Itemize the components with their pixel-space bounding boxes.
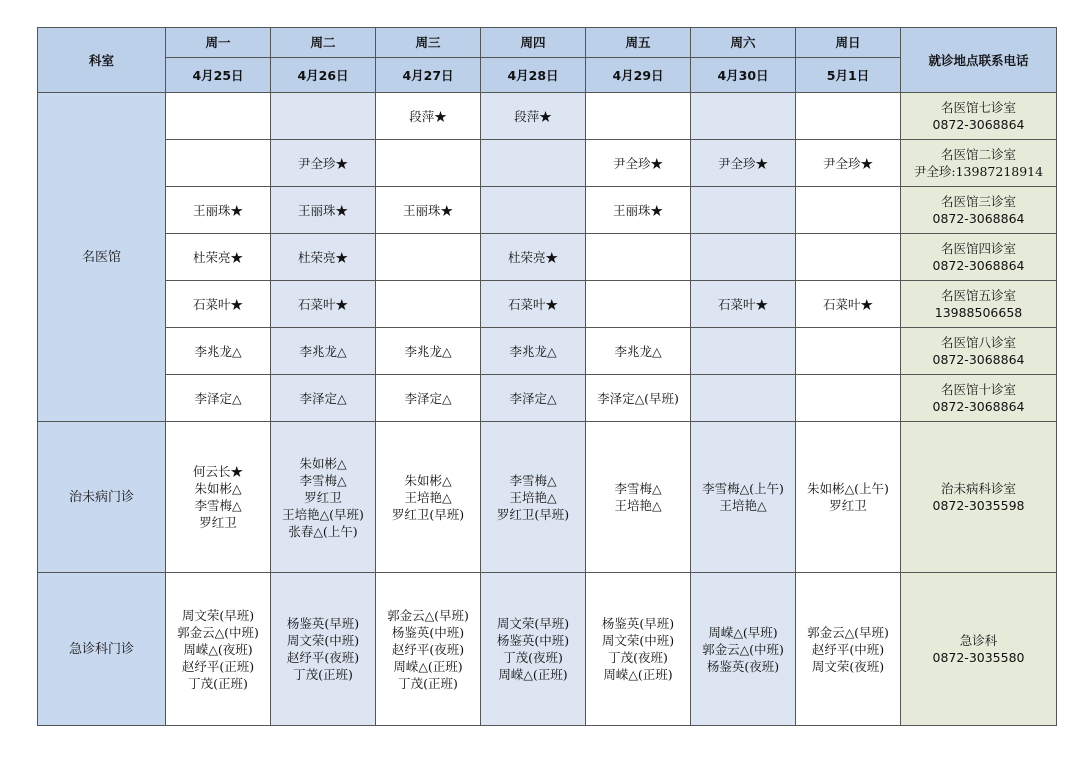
date-header: 4月28日 bbox=[481, 58, 586, 93]
schedule-cell: 石菜叶★ bbox=[271, 281, 376, 328]
dept-name: 急诊科门诊 bbox=[38, 573, 166, 726]
location-cell bbox=[901, 375, 1057, 422]
dept-name: 名医馆 bbox=[38, 93, 166, 422]
schedule-cell: 石菜叶★ bbox=[796, 281, 901, 328]
dept-name: 治未病门诊 bbox=[38, 422, 166, 573]
table-row bbox=[38, 281, 1057, 328]
schedule-cell: 石菜叶★ bbox=[481, 281, 586, 328]
location-phone: 尹全珍:13987218914 bbox=[913, 164, 1044, 179]
table-row bbox=[38, 187, 1057, 234]
table-row bbox=[38, 375, 1057, 422]
location-phone: 0872-3068864 bbox=[932, 117, 1025, 132]
location-name: 名医馆四诊室 bbox=[940, 241, 1016, 256]
schedule-cell: 杜荣亮★ bbox=[271, 234, 376, 281]
schedule-cell: 李泽定△ bbox=[376, 375, 481, 422]
schedule-cell bbox=[586, 93, 691, 140]
location-header: 就诊地点联系电话 bbox=[901, 28, 1057, 93]
schedule-cell: 李泽定△ bbox=[271, 375, 376, 422]
duty-schedule-table bbox=[37, 27, 1057, 726]
location-phone: 0872-3068864 bbox=[932, 352, 1025, 367]
schedule-cell bbox=[796, 234, 901, 281]
schedule-cell bbox=[376, 140, 481, 187]
date-header: 4月27日 bbox=[376, 58, 481, 93]
schedule-cell: 李泽定△ bbox=[166, 375, 271, 422]
location-phone: 0872-3068864 bbox=[932, 211, 1025, 226]
weekday-header: 周一 bbox=[166, 28, 271, 58]
table-row bbox=[38, 93, 1057, 140]
location-cell bbox=[901, 573, 1057, 726]
schedule-cell bbox=[691, 187, 796, 234]
schedule-cell bbox=[271, 93, 376, 140]
schedule-cell: 李兆龙△ bbox=[586, 328, 691, 375]
schedule-cell bbox=[691, 234, 796, 281]
schedule-cell: 周文荣(早班) 郭金云△(中班) 周嵘△(夜班) 赵纾平(正班) 丁茂(正班) bbox=[166, 573, 271, 726]
location-cell bbox=[901, 234, 1057, 281]
schedule-cell: 李泽定△ bbox=[481, 375, 586, 422]
weekday-header: 周日 bbox=[796, 28, 901, 58]
schedule-cell: 李雪梅△(上午) 王培艳△ bbox=[691, 422, 796, 573]
schedule-cell bbox=[691, 375, 796, 422]
schedule-cell: 李兆龙△ bbox=[166, 328, 271, 375]
schedule-cell: 李雪梅△ 王培艳△ 罗红卫(早班) bbox=[481, 422, 586, 573]
location-phone: 0872-3035580 bbox=[932, 650, 1025, 665]
schedule-cell: 李雪梅△ 王培艳△ bbox=[586, 422, 691, 573]
schedule-cell: 王丽珠★ bbox=[376, 187, 481, 234]
schedule-cell bbox=[376, 234, 481, 281]
location-name: 名医馆十诊室 bbox=[940, 382, 1016, 397]
schedule-cell: 李兆龙△ bbox=[481, 328, 586, 375]
schedule-cell bbox=[586, 234, 691, 281]
location-phone: 13988506658 bbox=[934, 305, 1023, 320]
schedule-cell: 王丽珠★ bbox=[586, 187, 691, 234]
location-cell bbox=[901, 93, 1057, 140]
location-name: 名医馆七诊室 bbox=[940, 100, 1016, 115]
schedule-cell: 王丽珠★ bbox=[166, 187, 271, 234]
schedule-cell bbox=[691, 93, 796, 140]
schedule-cell: 石菜叶★ bbox=[691, 281, 796, 328]
location-name: 名医馆八诊室 bbox=[940, 335, 1016, 350]
date-header: 4月26日 bbox=[271, 58, 376, 93]
schedule-cell bbox=[376, 281, 481, 328]
table-row bbox=[38, 573, 1057, 726]
location-name: 名医馆二诊室 bbox=[940, 147, 1016, 162]
weekday-header: 周五 bbox=[586, 28, 691, 58]
schedule-cell: 尹全珍★ bbox=[586, 140, 691, 187]
date-header: 4月30日 bbox=[691, 58, 796, 93]
schedule-cell: 李兆龙△ bbox=[376, 328, 481, 375]
schedule-cell: 朱如彬△ 王培艳△ 罗红卫(早班) bbox=[376, 422, 481, 573]
location-cell bbox=[901, 187, 1057, 234]
location-phone: 0872-3068864 bbox=[932, 258, 1025, 273]
date-header: 4月25日 bbox=[166, 58, 271, 93]
location-name: 治未病科诊室 bbox=[940, 481, 1016, 496]
schedule-cell: 尹全珍★ bbox=[691, 140, 796, 187]
dept-header: 科室 bbox=[38, 28, 166, 93]
schedule-cell: 石菜叶★ bbox=[166, 281, 271, 328]
schedule-cell: 尹全珍★ bbox=[796, 140, 901, 187]
weekday-header: 周四 bbox=[481, 28, 586, 58]
table-row bbox=[38, 234, 1057, 281]
weekday-header: 周六 bbox=[691, 28, 796, 58]
schedule-cell: 郭金云△(早班) 杨鉴英(中班) 赵纾平(夜班) 周嵘△(正班) 丁茂(正班) bbox=[376, 573, 481, 726]
location-cell bbox=[901, 422, 1057, 573]
location-name: 名医馆三诊室 bbox=[940, 194, 1016, 209]
table-row bbox=[38, 422, 1057, 573]
weekday-header: 周二 bbox=[271, 28, 376, 58]
location-cell bbox=[901, 281, 1057, 328]
location-name: 急诊科 bbox=[959, 633, 998, 648]
schedule-cell bbox=[796, 93, 901, 140]
schedule-cell: 李泽定△(早班) bbox=[586, 375, 691, 422]
schedule-cell: 杨鉴英(早班) 周文荣(中班) 丁茂(夜班) 周嵘△(正班) bbox=[586, 573, 691, 726]
location-cell bbox=[901, 140, 1057, 187]
date-header: 4月29日 bbox=[586, 58, 691, 93]
schedule-cell: 段萍★ bbox=[376, 93, 481, 140]
schedule-cell bbox=[481, 140, 586, 187]
schedule-cell: 杜荣亮★ bbox=[481, 234, 586, 281]
schedule-cell: 杨鉴英(早班) 周文荣(中班) 赵纾平(夜班) 丁茂(正班) bbox=[271, 573, 376, 726]
table-row bbox=[38, 140, 1057, 187]
schedule-cell bbox=[796, 328, 901, 375]
schedule-cell: 郭金云△(早班) 赵纾平(中班) 周文荣(夜班) bbox=[796, 573, 901, 726]
schedule-cell bbox=[166, 93, 271, 140]
schedule-cell: 周文荣(早班) 杨鉴英(中班) 丁茂(夜班) 周嵘△(正班) bbox=[481, 573, 586, 726]
schedule-cell: 李兆龙△ bbox=[271, 328, 376, 375]
table-row bbox=[38, 328, 1057, 375]
date-header: 5月1日 bbox=[796, 58, 901, 93]
schedule-cell: 何云长★ 朱如彬△ 李雪梅△ 罗红卫 bbox=[166, 422, 271, 573]
schedule-cell bbox=[691, 328, 796, 375]
schedule-cell bbox=[586, 281, 691, 328]
schedule-cell bbox=[796, 187, 901, 234]
schedule-cell: 杜荣亮★ bbox=[166, 234, 271, 281]
schedule-cell bbox=[166, 140, 271, 187]
schedule-cell: 尹全珍★ bbox=[271, 140, 376, 187]
schedule-cell bbox=[796, 375, 901, 422]
schedule-cell: 王丽珠★ bbox=[271, 187, 376, 234]
schedule-cell: 朱如彬△ 李雪梅△ 罗红卫 王培艳△(早班) 张春△(上午) bbox=[271, 422, 376, 573]
schedule-cell: 段萍★ bbox=[481, 93, 586, 140]
location-cell bbox=[901, 328, 1057, 375]
location-phone: 0872-3035598 bbox=[932, 498, 1025, 513]
schedule-cell bbox=[481, 187, 586, 234]
schedule-cell: 朱如彬△(上午) 罗红卫 bbox=[796, 422, 901, 573]
weekday-header: 周三 bbox=[376, 28, 481, 58]
schedule-cell: 周嵘△(早班) 郭金云△(中班) 杨鉴英(夜班) bbox=[691, 573, 796, 726]
location-phone: 0872-3068864 bbox=[932, 399, 1025, 414]
location-name: 名医馆五诊室 bbox=[940, 288, 1016, 303]
